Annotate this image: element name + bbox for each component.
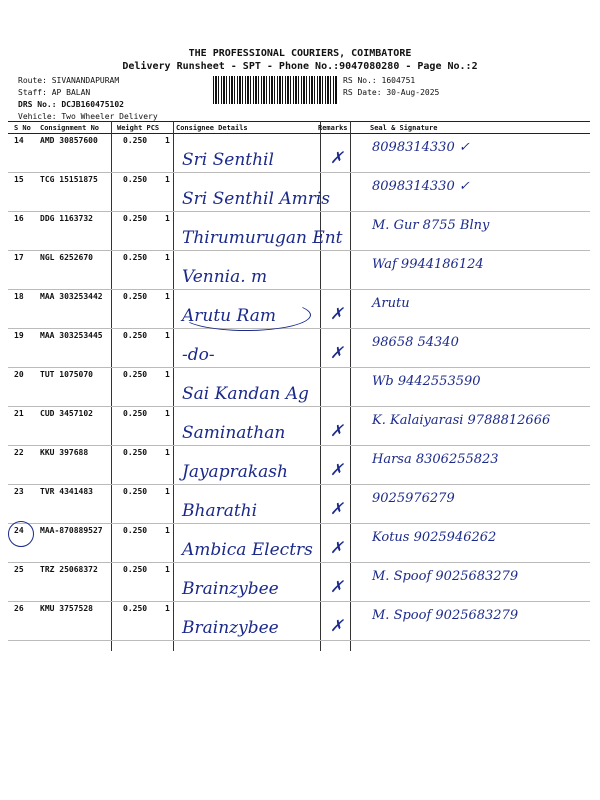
- serial-number: 26: [14, 604, 24, 613]
- row-divider: [8, 250, 590, 251]
- serial-number: 16: [14, 214, 24, 223]
- consignee-name: Brainzybee: [182, 618, 279, 638]
- remark-mark: ✗: [330, 421, 344, 440]
- weight-value: 0.250: [123, 604, 148, 613]
- pcs-value: 1: [165, 214, 170, 223]
- consignee-name: Sri Senthil Amris: [182, 189, 331, 209]
- signature: K. Kalaiyarasi 9788812666: [372, 413, 551, 428]
- pcs-value: 1: [165, 331, 170, 340]
- consignee-name: Jayaprakash: [182, 462, 288, 482]
- consignment-number: TCG 15151875: [40, 175, 98, 184]
- signature: 8098314330 ✓: [372, 179, 470, 194]
- consignee-name: Sai Kandan Ag: [182, 384, 309, 404]
- consignment-number: TVR 4341483: [40, 487, 93, 496]
- remark-mark: ✗: [330, 538, 344, 557]
- consignee-name: Sri Senthil: [182, 150, 274, 170]
- weight-value: 0.250: [123, 370, 148, 379]
- signature: Wb 9442553590: [372, 374, 481, 389]
- remark-mark: ✗: [330, 616, 344, 635]
- consignment-number: KKU 397688: [40, 448, 89, 457]
- consignee-name: Ambica Electrs: [182, 540, 313, 560]
- serial-number: 14: [14, 136, 24, 145]
- col-consignee: Consignee Details: [176, 124, 248, 132]
- consignment-number: DDG 1163732: [40, 214, 93, 223]
- rs-number: RS No.: 1604751: [343, 76, 416, 85]
- signature: M. Spoof 9025683279: [372, 608, 519, 623]
- serial-number: 15: [14, 175, 24, 184]
- remark-mark: ✗: [330, 343, 344, 362]
- row-divider: [8, 172, 590, 173]
- signature: Arutu: [372, 296, 410, 311]
- signature: M. Spoof 9025683279: [372, 569, 519, 584]
- brace-mark: [181, 299, 311, 331]
- consignee-name: Vennia. m: [182, 267, 268, 287]
- col-divider: [350, 121, 351, 651]
- pcs-value: 1: [165, 487, 170, 496]
- consignee-name: Saminathan: [182, 423, 286, 443]
- signature: Kotus 9025946262: [372, 530, 497, 545]
- consignment-number: KMU 3757528: [40, 604, 93, 613]
- col-seal: Seal & Signature: [370, 124, 438, 132]
- remark-mark: ✗: [330, 499, 344, 518]
- signature: 9025976279: [372, 491, 455, 506]
- row-divider: [8, 328, 590, 329]
- col-remarks: Remarks: [318, 124, 348, 132]
- consignment-number: MAA 303253442: [40, 292, 103, 301]
- consignee-name: Brainzybee: [182, 579, 279, 599]
- row-divider: [8, 640, 590, 641]
- pcs-value: 1: [165, 370, 170, 379]
- serial-number: 18: [14, 292, 24, 301]
- consignee-name: Arutu Ram: [182, 306, 276, 326]
- serial-number: 21: [14, 409, 24, 418]
- weight-value: 0.250: [123, 487, 148, 496]
- signature: 98658 54340: [372, 335, 459, 350]
- consignment-number: MAA-870889527: [40, 526, 103, 535]
- consignment-number: NGL 6252670: [40, 253, 93, 262]
- remark-mark: ✗: [330, 577, 344, 596]
- signature: Waf 9944186124: [372, 257, 484, 272]
- row-divider: [8, 523, 590, 524]
- pcs-value: 1: [165, 526, 170, 535]
- serial-number: 17: [14, 253, 24, 262]
- pcs-value: 1: [165, 292, 170, 301]
- company-title: THE PROFESSIONAL COURIERS, COIMBATORE: [188, 48, 412, 59]
- consignment-number: TRZ 25068372: [40, 565, 98, 574]
- row-divider: [8, 562, 590, 563]
- circle-mark: [8, 521, 34, 547]
- weight-value: 0.250: [123, 175, 148, 184]
- row-divider: [8, 484, 590, 485]
- weight-value: 0.250: [123, 292, 148, 301]
- consignment-number: AMD 30857600: [40, 136, 98, 145]
- serial-number: 23: [14, 487, 24, 496]
- pcs-value: 1: [165, 175, 170, 184]
- table-top-rule: [8, 121, 590, 122]
- consignee-name: Bharathi: [182, 501, 258, 521]
- barcode: [213, 76, 337, 104]
- col-weight-pcs: Weight PCS: [117, 124, 160, 132]
- weight-value: 0.250: [123, 214, 148, 223]
- weight-value: 0.250: [123, 448, 148, 457]
- consignment-number: MAA 303253445: [40, 331, 103, 340]
- consignment-number: TUT 1075070: [40, 370, 93, 379]
- weight-value: 0.250: [123, 136, 148, 145]
- consignee-name: -do-: [182, 345, 215, 365]
- table-header-rule: [8, 133, 590, 134]
- col-divider: [111, 121, 112, 651]
- col-sno: S No: [14, 124, 31, 132]
- staff-label: Staff: AP BALAN: [18, 88, 91, 97]
- col-divider: [173, 121, 174, 651]
- weight-value: 0.250: [123, 526, 148, 535]
- serial-number: 19: [14, 331, 24, 340]
- consignment-number: CUD 3457102: [40, 409, 93, 418]
- pcs-value: 1: [165, 136, 170, 145]
- pcs-value: 1: [165, 448, 170, 457]
- rs-date: RS Date: 30-Aug-2025: [343, 88, 440, 97]
- pcs-value: 1: [165, 253, 170, 262]
- weight-value: 0.250: [123, 253, 148, 262]
- serial-number: 25: [14, 565, 24, 574]
- runsheet-title: Delivery Runsheet - SPT - Phone No.:9047080280 - Page No.:2: [122, 61, 478, 72]
- pcs-value: 1: [165, 565, 170, 574]
- remark-mark: ✗: [330, 304, 344, 323]
- row-divider: [8, 406, 590, 407]
- row-divider: [8, 601, 590, 602]
- pcs-value: 1: [165, 604, 170, 613]
- serial-number: 20: [14, 370, 24, 379]
- col-consignment: Consignment No: [40, 124, 100, 132]
- weight-value: 0.250: [123, 409, 148, 418]
- serial-number: 24: [14, 526, 24, 535]
- consignee-name: Thirumurugan Ent: [182, 228, 343, 248]
- route-label: Route: SIVANANDAPURAM: [18, 76, 120, 85]
- row-divider: [8, 211, 590, 212]
- remark-mark: ✗: [330, 460, 344, 479]
- row-divider: [8, 445, 590, 446]
- weight-value: 0.250: [123, 565, 148, 574]
- row-divider: [8, 367, 590, 368]
- remark-mark: ✗: [330, 148, 344, 167]
- vehicle-label: Vehicle: Two Wheeler Delivery: [18, 112, 158, 121]
- signature: Harsa 8306255823: [372, 452, 499, 467]
- serial-number: 22: [14, 448, 24, 457]
- weight-value: 0.250: [123, 331, 148, 340]
- pcs-value: 1: [165, 409, 170, 418]
- row-divider: [8, 289, 590, 290]
- signature: 8098314330 ✓: [372, 140, 470, 155]
- drs-number: DRS No.: DCJB160475102: [18, 100, 124, 109]
- signature: M. Gur 8755 Blny: [372, 218, 490, 233]
